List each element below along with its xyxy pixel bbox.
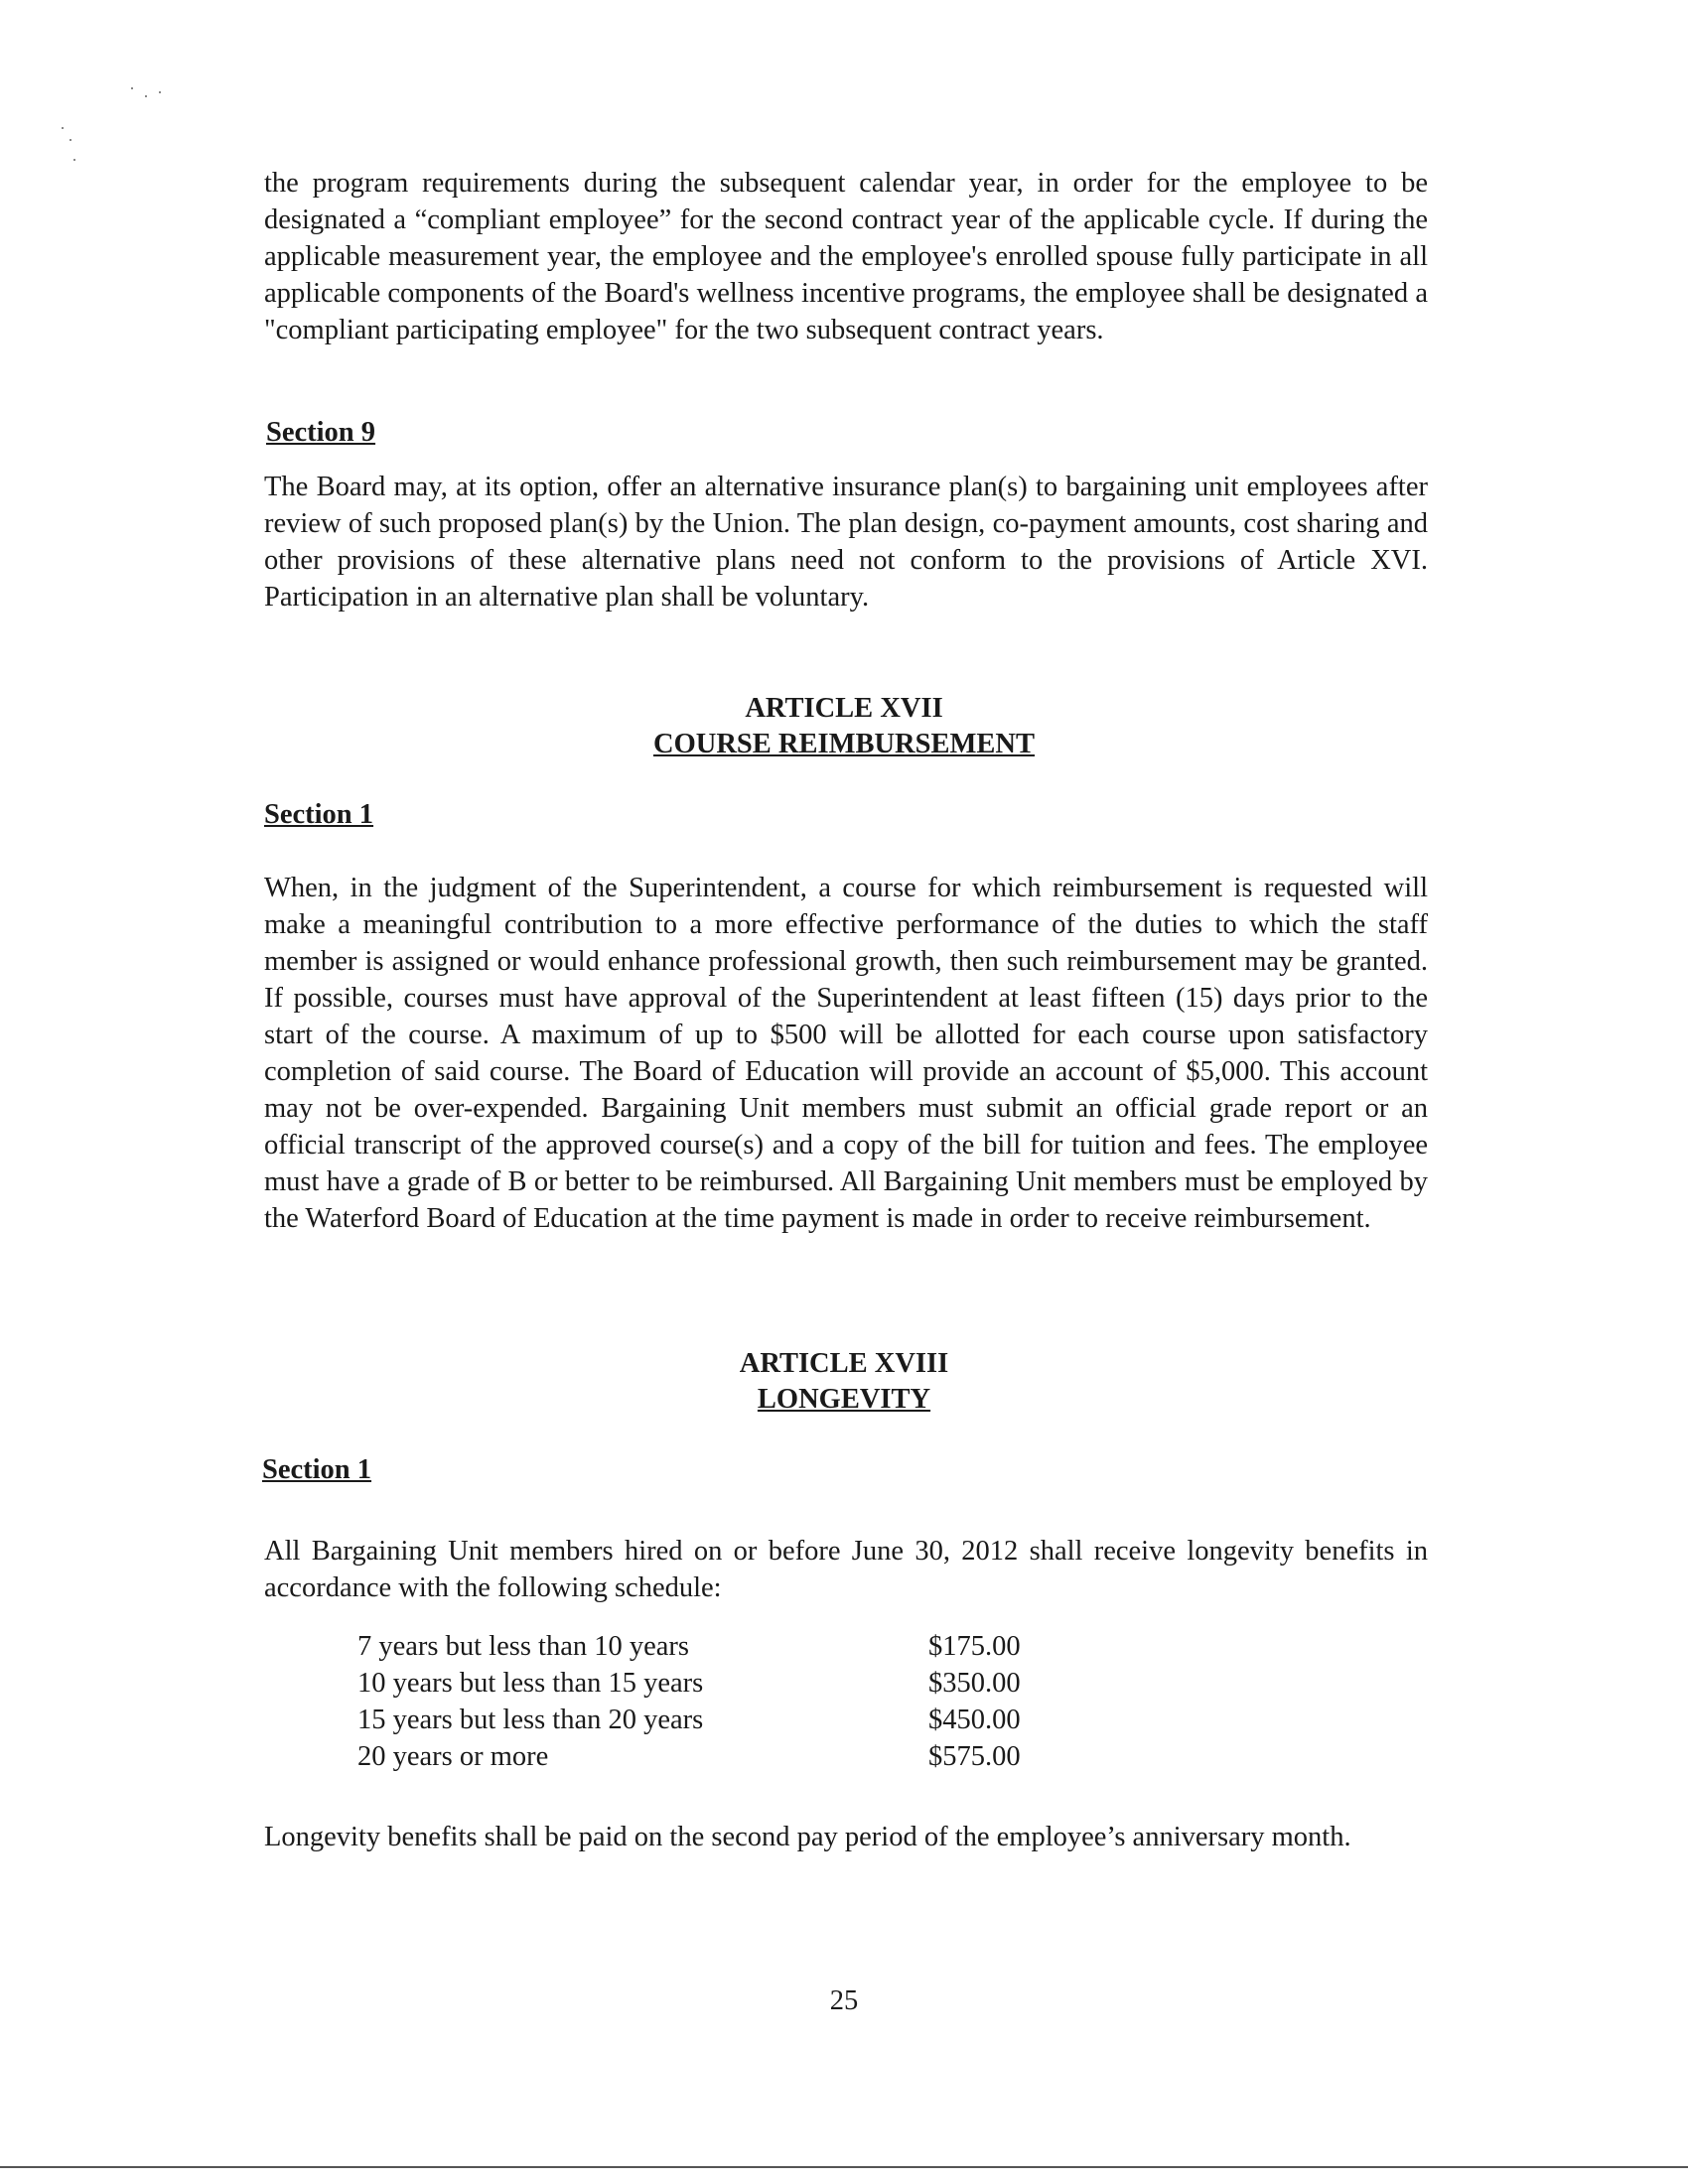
article-18-title: LONGEVITY bbox=[757, 1384, 931, 1415]
scan-speck bbox=[131, 87, 133, 89]
schedule-amount: $350.00 bbox=[928, 1668, 1021, 1699]
schedule-row bbox=[357, 1628, 1087, 1665]
schedule-label: 15 years but less than 20 years bbox=[357, 1705, 704, 1735]
article-18-section-1-heading: Section 1 bbox=[262, 1454, 372, 1485]
article-17-section-1-text: When, in the judgment of the Superintendent, a course for which reimbursement is requested will make a meaningful contribution to a more effective performance of the duties to which the staff member is assigned or would enhance professional growth, then such reimbursement may be granted. If possible, courses must have approval of the Superintendent at least fifteen (15) days prior to the start of the course. A maximum of up to $500 will be allotted for each course upon satisfactory completion of said course. The Board of Education will provide an account of $5,000. This account may not be over-expended. Bargaining Unit members must submit an official grade report or an official transcript of the approved course(s) and a copy of the bill for tuition and fees. The employee must have a grade of B or better to be reimbursed. All Bargaining Unit members must be employed by the Waterford Board of Education at the time payment is made in order to receive reimbursement. bbox=[264, 873, 1428, 1234]
longevity-schedule bbox=[357, 1628, 1087, 1775]
page-number: 25 bbox=[829, 1985, 859, 2016]
schedule-label: 10 years but less than 15 years bbox=[357, 1668, 704, 1699]
intro-paragraph: the program requirements during the subsequent calendar year, in order for the employee to be designated a “compliant employee” for the second contract year of the applicable cycle. If during the applicable measurement year, the employee and the employee's enrolled spouse fully participate in all applicable components of the Board's wellness incentive programs, the employee shall be designated a "compliant participating employee" for the two subsequent contract years. bbox=[264, 168, 1428, 345]
section-9-text: The Board may, at its option, offer an alternative insurance plan(s) to bargaining unit employees after review of such proposed plan(s) by the Union. The plan design, co-payment amounts, cost sharing and other provisions of these alternative plans need not conform to the provisions of Article XVI. Participation in an alternative plan shall be voluntary. bbox=[264, 472, 1428, 613]
scan-speck bbox=[145, 95, 147, 97]
article-18-heading bbox=[0, 1346, 1688, 1418]
longevity-closing-text: Longevity benefits shall be paid on the second pay period of the employee’s anniversary month. bbox=[264, 1822, 1351, 1852]
scan-speck bbox=[73, 159, 75, 161]
article-18-section-1-text: All Bargaining Unit members hired on or before June 30, 2012 shall receive longevity benefits in accordance with the following schedule: bbox=[264, 1536, 1428, 1603]
section-9-heading: Section 9 bbox=[266, 417, 376, 448]
article-17-section-1-heading: Section 1 bbox=[264, 799, 374, 830]
article-17-number: ARTICLE XVII bbox=[745, 693, 943, 724]
scan-speck bbox=[62, 127, 64, 129]
schedule-amount: $450.00 bbox=[928, 1705, 1021, 1735]
bottom-rule bbox=[0, 2166, 1688, 2168]
article-17-heading bbox=[0, 691, 1688, 762]
schedule-row bbox=[357, 1702, 1087, 1738]
article-17-title: COURSE REIMBURSEMENT bbox=[652, 729, 1035, 759]
schedule-row bbox=[357, 1665, 1087, 1702]
article-18-number: ARTICLE XVIII bbox=[739, 1348, 949, 1379]
schedule-label: 20 years or more bbox=[357, 1741, 549, 1772]
schedule-amount: $575.00 bbox=[928, 1741, 1021, 1772]
schedule-amount: $175.00 bbox=[928, 1631, 1021, 1662]
schedule-row bbox=[357, 1738, 1087, 1775]
scan-speck bbox=[70, 139, 71, 141]
schedule-label: 7 years but less than 10 years bbox=[357, 1631, 689, 1662]
scan-speck bbox=[159, 91, 161, 93]
